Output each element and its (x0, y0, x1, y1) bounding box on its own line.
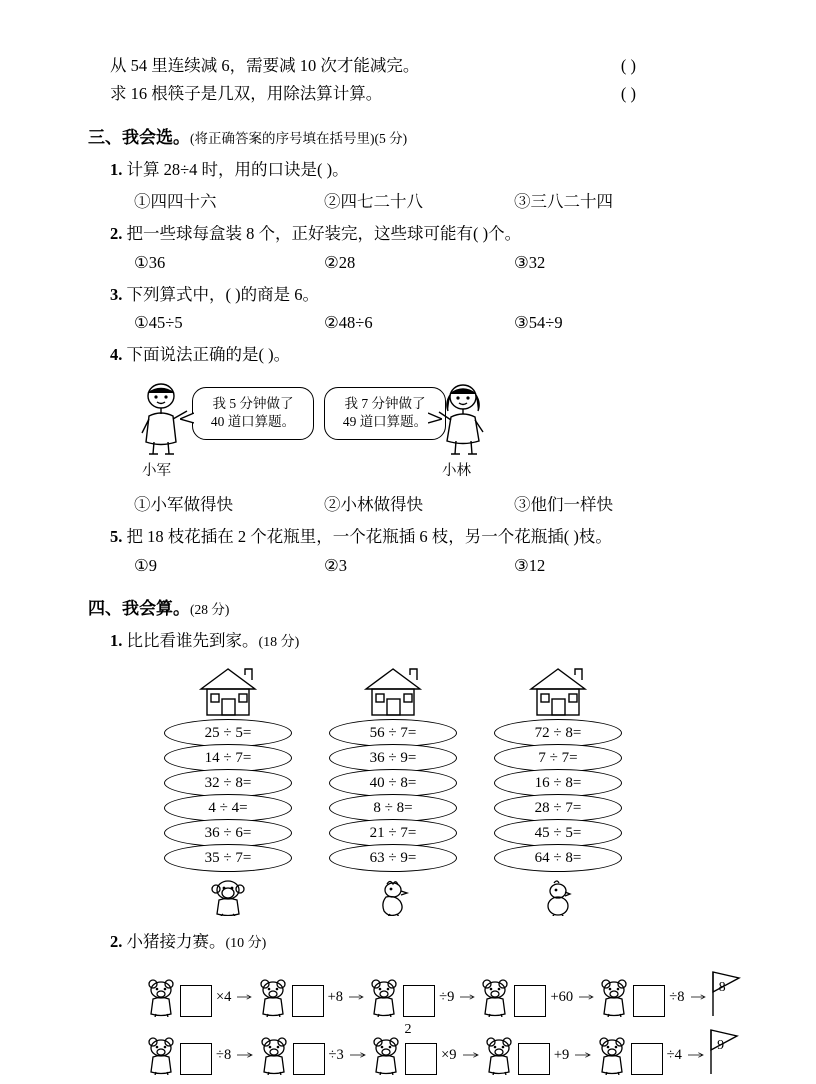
relay-op: ×9 (441, 1046, 457, 1063)
name-right: 小林 (442, 463, 471, 480)
race-item[interactable]: 8 ÷ 8= (329, 794, 457, 822)
section3-q1-num: 1. (110, 159, 123, 179)
section3-q2-option-2[interactable]: ②28 (324, 252, 356, 272)
house-icon (193, 665, 263, 717)
section3-q3-text: 下列算式中，( )的商是 6。 (126, 284, 319, 304)
bubble-left (192, 387, 314, 439)
section4-q2-text: 小猪接力赛。 (126, 932, 226, 951)
section-3-note: (将正确答案的序号填在括号里)(5 分) (190, 130, 408, 146)
relay-answer-box[interactable] (180, 1043, 212, 1075)
race-item[interactable]: 45 ÷ 5= (494, 819, 622, 847)
race-item[interactable]: 36 ÷ 6= (164, 819, 292, 847)
arrow-right-icon (463, 1049, 480, 1061)
section4-q2-prompt (88, 928, 728, 956)
relay-op: ÷4 (666, 1046, 682, 1063)
relay-op: ÷8 (216, 1046, 232, 1063)
relay-cell (144, 1035, 212, 1075)
bubble-right-line2: 49 道口算题。 (342, 414, 428, 430)
section3-q1-option-3[interactable]: ③三八二十四 (514, 192, 613, 212)
name-left: 小军 (142, 463, 171, 480)
bear-icon (369, 1035, 403, 1075)
relay-answer-box[interactable] (403, 985, 435, 1017)
relay-answer-box[interactable] (518, 1043, 550, 1075)
section3-q2-option-3[interactable]: ③32 (514, 252, 546, 272)
relay-cell (256, 977, 324, 1017)
race-item[interactable]: 14 ÷ 7= (164, 744, 292, 772)
bear-icon (478, 977, 512, 1017)
section3-q5-options (88, 556, 728, 576)
relay-op: ÷3 (328, 1046, 344, 1063)
section3-q1-text: 计算 28÷4 时，用的口诀是( )。 (126, 159, 349, 179)
section3-question-2 (88, 220, 728, 248)
finish-flag (707, 1032, 728, 1078)
section-3-heading (88, 123, 728, 148)
section3-question-1 (88, 156, 728, 184)
section-4-note: (28 分) (190, 601, 230, 617)
page-content (88, 52, 728, 1084)
house-icon (358, 665, 428, 717)
judge-item-5-text: 求 16 根筷子是几双，用除法算计算。 (110, 84, 383, 104)
section3-q3-option-2[interactable]: ②48÷6 (324, 312, 373, 332)
judge-item-4 (88, 52, 728, 80)
section3-q4-options (88, 491, 728, 515)
section3-q4-illustration (134, 375, 554, 483)
section3-question-5 (88, 523, 728, 551)
race-item[interactable]: 64 ÷ 8= (494, 844, 622, 872)
race-item[interactable]: 16 ÷ 8= (494, 769, 622, 797)
section3-q1-options (88, 188, 728, 212)
section3-q5-text: 把 18 枝花插在 2 个花瓶里，一个花瓶插 6 枝，另一个花瓶插( )枝。 (126, 527, 612, 547)
relay-cell (369, 1035, 437, 1075)
race-column-2 (323, 665, 463, 916)
race-item[interactable]: 32 ÷ 8= (164, 769, 292, 797)
section3-q5-option-1[interactable]: ①9 (134, 555, 158, 575)
bear-icon (257, 1035, 291, 1075)
section3-q2-text: 把一些球每盒装 8 个，正好装完，这些球可能有( )个。 (126, 224, 522, 244)
bubble-right-line1: 我 7 分钟做了 (344, 396, 426, 412)
flag-value: 9 (717, 1038, 725, 1054)
arrow-right-icon (579, 991, 595, 1003)
relay-answer-box[interactable] (292, 985, 324, 1017)
section-4-title: 四、我会算。 (88, 598, 190, 618)
section4-q1-score: (18 分) (258, 634, 300, 650)
judge-item-5 (88, 80, 728, 108)
section3-q2-num: 2. (110, 224, 123, 244)
arrow-right-icon (349, 991, 365, 1003)
arrow-right-icon (691, 991, 707, 1003)
relay-answer-box[interactable] (631, 1043, 663, 1075)
chick-icon (538, 878, 578, 916)
section3-q2-options (88, 253, 728, 273)
race-column-3 (488, 665, 628, 916)
bubble-left-line1: 我 5 分钟做了 (212, 396, 294, 412)
bear-icon (595, 1035, 629, 1075)
bear-icon (144, 1035, 178, 1075)
section3-q4-text: 下面说法正确的是( )。 (126, 344, 291, 364)
race-illustration (158, 665, 628, 916)
page-number: 2 (404, 1022, 412, 1037)
relay-op: ÷9 (439, 988, 455, 1005)
race-column-1 (158, 665, 298, 916)
race-item[interactable]: 7 ÷ 7= (494, 744, 622, 772)
arrow-right-icon (237, 1049, 254, 1061)
arrow-right-icon (575, 1049, 592, 1061)
rooster-icon (373, 878, 413, 916)
section4-q1-num: 1. (110, 630, 123, 650)
section3-q3-option-1[interactable]: ①45÷5 (134, 312, 183, 332)
judge-item-4-text: 从 54 里连续减 6，需要减 10 次才能减完。 (110, 56, 420, 75)
bear-icon (367, 977, 401, 1017)
arrow-right-icon (237, 991, 253, 1003)
arrow-right-icon (688, 1049, 705, 1061)
arrow-right-icon (460, 991, 476, 1003)
race-item[interactable]: 72 ÷ 8= (494, 719, 622, 747)
relay-op: +8 (327, 988, 343, 1005)
section-3-title: 三、我会选。 (88, 127, 190, 147)
section3-q4-option-1[interactable]: ①小军做得快 (134, 495, 233, 515)
section3-q3-option-3[interactable]: ③54÷9 (514, 312, 563, 332)
section3-q1-option-2[interactable]: ②四七二十八 (324, 192, 423, 212)
race-item[interactable]: 21 ÷ 7= (329, 819, 457, 847)
judge-item-5-answer-paren[interactable]: ( ) (620, 84, 636, 104)
relay-cell (478, 977, 546, 1017)
section3-q4-option-2[interactable]: ②小林做得快 (324, 495, 423, 515)
section3-question-3 (88, 281, 728, 309)
bear-icon (597, 977, 631, 1017)
house-icon (523, 665, 593, 717)
race-item[interactable]: 4 ÷ 4= (164, 794, 292, 822)
race-item[interactable]: 40 ÷ 8= (329, 769, 457, 797)
relay-cell (595, 1035, 663, 1075)
section3-q3-options (88, 313, 728, 333)
relay-answer-box[interactable] (180, 985, 212, 1017)
race-item[interactable]: 25 ÷ 5= (164, 719, 292, 747)
section4-q2-score: (10 分) (225, 936, 267, 951)
section3-q1-option-1[interactable]: ①四四十六 (134, 192, 217, 212)
relay-answer-box[interactable] (293, 1043, 325, 1075)
bear-icon (144, 977, 178, 1017)
relay-op: +60 (550, 988, 574, 1005)
relay-cell (367, 977, 435, 1017)
flag-icon (709, 970, 745, 1016)
race-item[interactable]: 36 ÷ 9= (329, 744, 457, 772)
bubble-left-tail-icon (180, 411, 194, 425)
bear-icon (482, 1035, 516, 1075)
race-item[interactable]: 56 ÷ 7= (329, 719, 457, 747)
section3-q4-num: 4. (110, 344, 123, 364)
section4-q1-text: 比比看谁先到家。 (126, 630, 259, 650)
section-4-heading (88, 594, 728, 619)
relay-op: ÷8 (669, 988, 685, 1005)
section3-q5-num: 5. (110, 527, 123, 547)
judge-item-4-answer-paren[interactable]: ( ) (620, 56, 636, 75)
relay-op: +9 (553, 1046, 570, 1063)
section3-q4-option-3[interactable]: ③他们一样快 (514, 495, 613, 515)
girl-figure-icon (434, 381, 492, 455)
relay-cell (597, 977, 665, 1017)
relay-answer-box[interactable] (405, 1043, 437, 1075)
relay-answer-box[interactable] (514, 985, 546, 1017)
section3-q5-option-3[interactable]: ③12 (514, 555, 546, 575)
section4-q2-num: 2. (110, 932, 123, 951)
relay-row-1 (144, 968, 728, 1026)
relay-answer-box[interactable] (633, 985, 665, 1017)
bear-icon (256, 977, 290, 1017)
section3-q3-num: 3. (110, 284, 123, 304)
relay-cell (257, 1035, 325, 1075)
finish-flag (709, 974, 728, 1020)
relay-cell (144, 977, 212, 1017)
section3-question-4 (88, 341, 728, 369)
section3-q5-option-2[interactable]: ②3 (324, 555, 348, 575)
race-item[interactable]: 28 ÷ 7= (494, 794, 622, 822)
bubble-left-line2: 40 道口算题。 (210, 414, 296, 430)
race-item[interactable]: 63 ÷ 9= (329, 844, 457, 872)
monkey-icon (208, 878, 248, 916)
flag-value: 8 (718, 980, 726, 996)
relay-op: ×4 (216, 988, 232, 1005)
arrow-right-icon (350, 1049, 367, 1061)
relay-cell (482, 1035, 550, 1075)
race-item[interactable]: 35 ÷ 7= (164, 844, 292, 872)
section3-q2-option-1[interactable]: ①36 (134, 252, 166, 272)
section4-q1-prompt (88, 627, 728, 655)
